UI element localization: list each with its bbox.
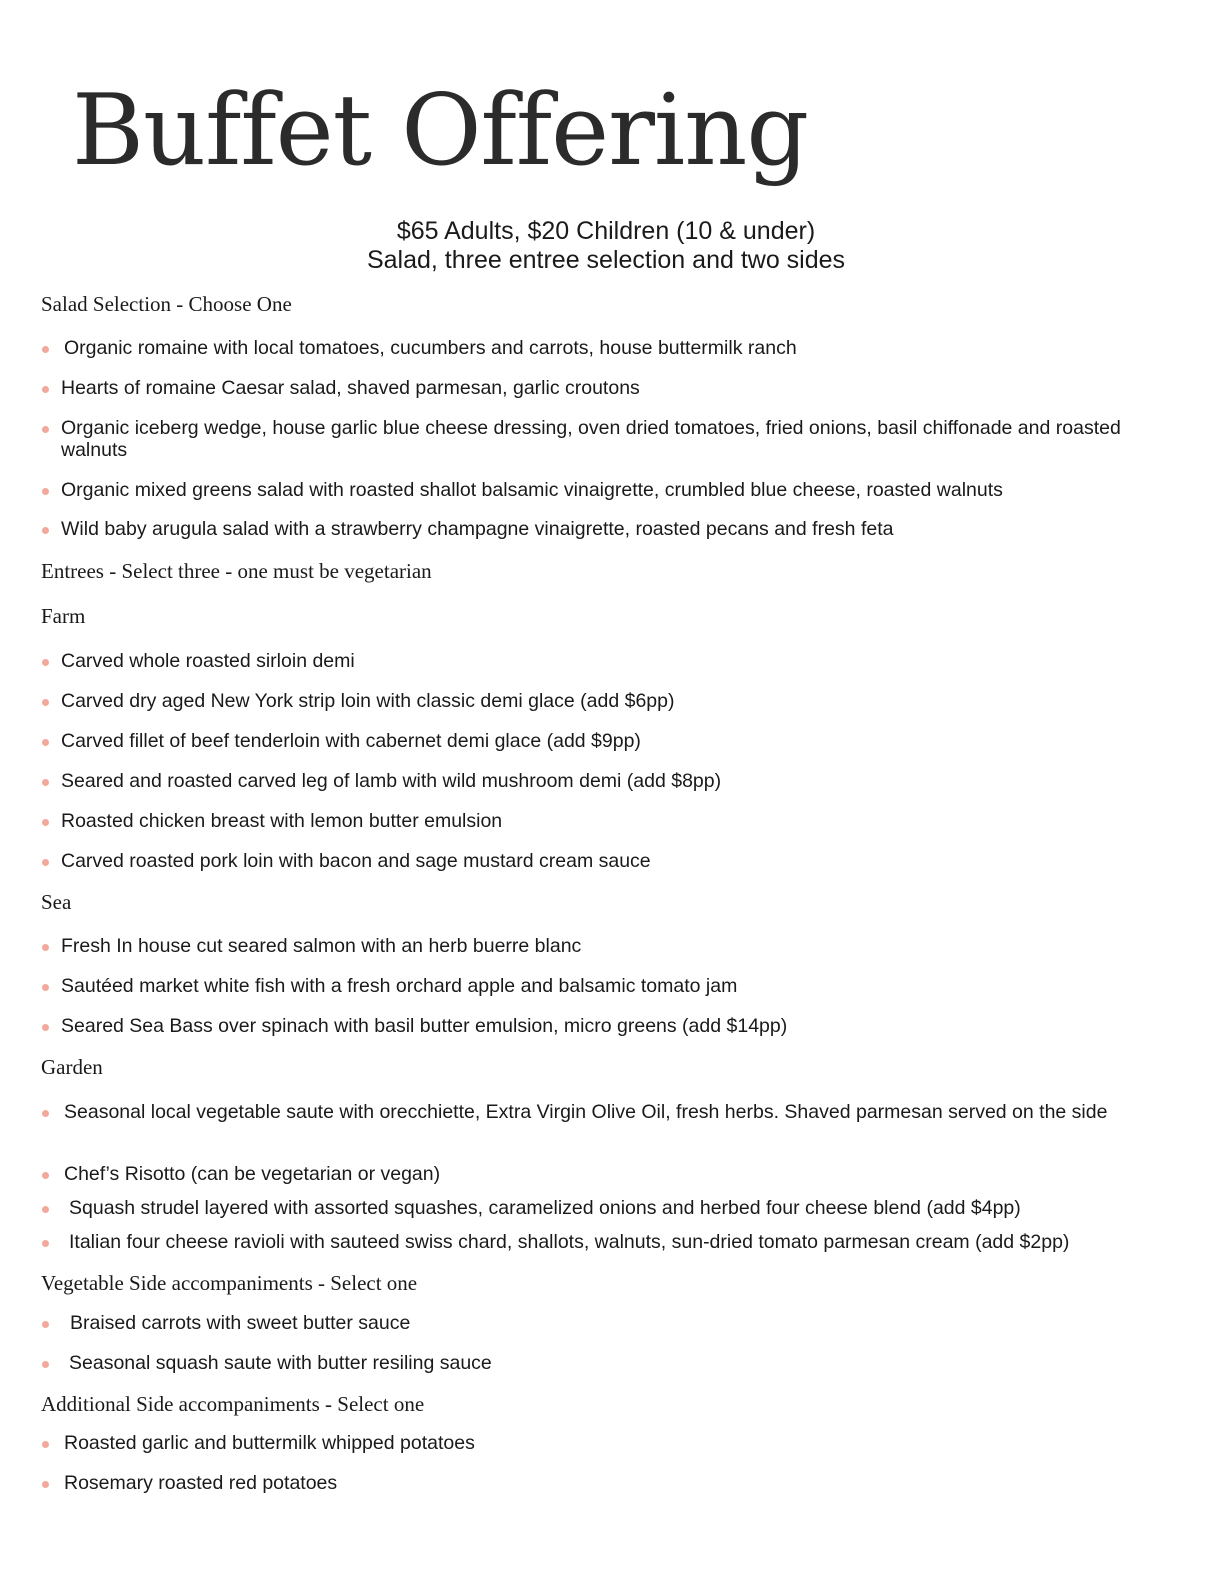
page-title: Buffet Offering (72, 74, 809, 188)
salad-item: Organic mixed greens salad with roasted shallot balsamic vinaigrette, crumbled blue cheese, roasted walnuts (61, 479, 1003, 501)
bullet-icon (42, 1206, 49, 1213)
bullet-icon (42, 1361, 49, 1368)
vegetable-side-item: Braised carrots with sweet butter sauce (70, 1312, 411, 1334)
bullet-icon (42, 386, 49, 393)
bullet-icon (42, 1172, 49, 1179)
bullet-icon (42, 1441, 49, 1448)
bullet-icon (42, 527, 49, 534)
bullet-icon (42, 984, 49, 991)
farm-heading: Farm (41, 604, 86, 628)
farm-item: Carved roasted pork loin with bacon and sage mustard cream sauce (61, 850, 651, 872)
bullet-icon (42, 426, 49, 433)
vegetable-side-item: Seasonal squash saute with butter resiling sauce (69, 1352, 492, 1374)
bullet-icon (42, 1321, 49, 1328)
bullet-icon (42, 859, 49, 866)
bullet-icon (42, 1481, 49, 1488)
bullet-icon (42, 1024, 49, 1031)
garden-item: Italian four cheese ravioli with sauteed swiss chard, shallots, walnuts, sun-dried tomato parmesan cream (add $2pp) (69, 1231, 1070, 1253)
bullet-icon (42, 739, 49, 746)
sea-item: Fresh In house cut seared salmon with an herb buerre blanc (61, 935, 582, 957)
salad-item: Hearts of romaine Caesar salad, shaved parmesan, garlic croutons (61, 377, 640, 399)
bullet-icon (42, 488, 49, 495)
bullet-icon (42, 659, 49, 666)
additional-side-item: Roasted garlic and buttermilk whipped potatoes (64, 1432, 475, 1454)
bullet-icon (42, 346, 49, 353)
sea-item: Seared Sea Bass over spinach with basil butter emulsion, micro greens (add $14pp) (61, 1015, 788, 1037)
bullet-icon (42, 1110, 49, 1117)
garden-item: Chef’s Risotto (can be vegetarian or vegan) (64, 1163, 441, 1185)
bullet-icon (42, 819, 49, 826)
farm-item: Carved fillet of beef tenderloin with cabernet demi glace (add $9pp) (61, 730, 641, 752)
vegetable-sides-heading: Vegetable Side accompaniments - Select one (41, 1271, 418, 1295)
package-description: Salad, three entree selection and two sides (366, 246, 846, 274)
sea-item: Sautéed market white fish with a fresh orchard apple and balsamic tomato jam (61, 975, 738, 997)
garden-heading: Garden (41, 1055, 103, 1079)
pricing-line: $65 Adults, $20 Children (10 & under) (396, 217, 816, 245)
garden-item: Squash strudel layered with assorted squashes, caramelized onions and herbed four cheese blend (add $4pp) (69, 1197, 1021, 1219)
bullet-icon (42, 779, 49, 786)
additional-side-item: Rosemary roasted red potatoes (64, 1472, 338, 1494)
farm-item: Carved dry aged New York strip loin with classic demi glace (add $6pp) (61, 690, 675, 712)
additional-sides-heading: Additional Side accompaniments - Select one (41, 1392, 425, 1416)
farm-item: Seared and roasted carved leg of lamb with wild mushroom demi (add $8pp) (61, 770, 722, 792)
bullet-icon (42, 1240, 49, 1247)
bullet-icon (42, 699, 49, 706)
bullet-icon (42, 944, 49, 951)
salad-item: Organic iceberg wedge, house garlic blue cheese dressing, oven dried tomatoes, fried onions, basil chiffonade and roasted walnuts (61, 417, 1121, 461)
salad-heading: Salad Selection - Choose One (41, 292, 292, 316)
garden-item: Seasonal local vegetable saute with orecchiette, Extra Virgin Olive Oil, fresh herbs. Shaved parmesan served on the side (64, 1101, 1108, 1123)
salad-item: Wild baby arugula salad with a strawberry champagne vinaigrette, roasted pecans and fresh feta (61, 518, 894, 540)
farm-item: Roasted chicken breast with lemon butter emulsion (61, 810, 503, 832)
sea-heading: Sea (41, 890, 72, 914)
farm-item: Carved whole roasted sirloin demi (61, 650, 355, 672)
salad-item: Organic romaine with local tomatoes, cucumbers and carrots, house buttermilk ranch (64, 337, 797, 359)
entrees-heading: Entrees - Select three - one must be vegetarian (41, 559, 432, 583)
